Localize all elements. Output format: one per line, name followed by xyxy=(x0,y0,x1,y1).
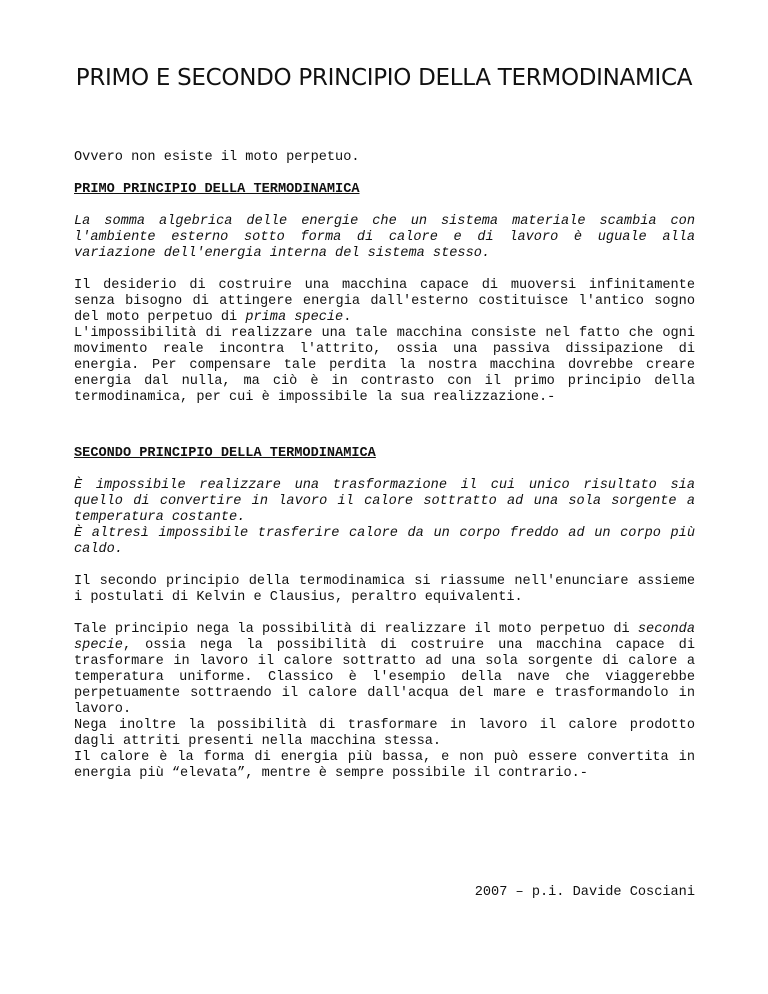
prima-specie-term: prima specie xyxy=(245,310,344,325)
section-1-heading: PRIMO PRINCIPIO DELLA TERMODINAMICA xyxy=(74,182,360,197)
page-title: PRIMO E SECONDO PRINCIPIO DELLA TERMODINAMICA xyxy=(75,65,693,91)
intro-text: Ovvero non esiste il moto perpetuo. xyxy=(74,150,360,165)
section-2-paragraph-3: Nega inoltre la possibilità di trasformare in lavoro il calore prodotto dagli attriti presenti nella macchina stessa. xyxy=(74,718,695,749)
section-1-paragraph-1 xyxy=(74,278,695,326)
section-2-paragraph-1: Il secondo principio della termodinamica si riassume nell'enunciare assieme i postulati di Kelvin e Clausius, peraltro equivalenti. xyxy=(74,574,695,605)
section-2-paragraph-2-text: Tale principio nega la possibilità di realizzare il moto perpetuo di xyxy=(74,622,638,637)
section-2-statement-2: È altresì impossibile trasferire calore da un corpo freddo ad un corpo più caldo. xyxy=(74,526,695,557)
section-2-heading: SECONDO PRINCIPIO DELLA TERMODINAMICA xyxy=(74,446,376,461)
seconda-specie-term: seconda specie xyxy=(74,622,695,653)
section-1-paragraph-1-text: Il desiderio di costruire una macchina capace di muoversi infinitamente senza bisogno di attingere energia dall'esterno costituisce l'antico sogno del moto perpetuo di xyxy=(74,278,695,325)
section-1-statement: La somma algebrica delle energie che un sistema materiale scambia con l'ambiente esterno sotto forma di calore e di lavoro è uguale alla variazione dell'energia interna del sistema stesso. xyxy=(74,214,695,261)
section-1-paragraph-2: L'impossibilità di realizzare una tale macchina consiste nel fatto che ogni movimento reale incontra l'attrito, ossia una passiva dissipazione di energia. Per compensare tale perdita la nostra macchina dovrebbe creare energia dal nulla, ma ciò è in contrasto con il primo principio della termodinamica, per cui è impossibile la sua realizzazione.- xyxy=(74,326,695,405)
section-1-paragraph-1-end: . xyxy=(343,310,352,325)
footer-signature: 2007 – p.i. Davide Cosciani xyxy=(474,885,695,900)
section-2-paragraph-4: Il calore è la forma di energia più bassa, e non può essere convertita in energia più “elevata”, mentre è sempre possibile il contrario.- xyxy=(74,750,695,781)
section-2-statement-1: È impossibile realizzare una trasformazione il cui unico risultato sia quello di convertire in lavoro il calore sottratto ad una sola sorgente a temperatura costante. xyxy=(74,478,695,525)
section-2-paragraph-2-rest: , ossia nega la possibilità di costruire una macchina capace di trasformare in lavoro il calore sottratto ad una sola sorgente di calore a temperatura uniforme. Classico è l'esempio della nave che viaggerebbe perpetuamente sottraendo il calore dall'acqua del mare e trasformandolo in lavoro. xyxy=(74,638,695,717)
section-2-paragraph-2 xyxy=(74,622,695,718)
